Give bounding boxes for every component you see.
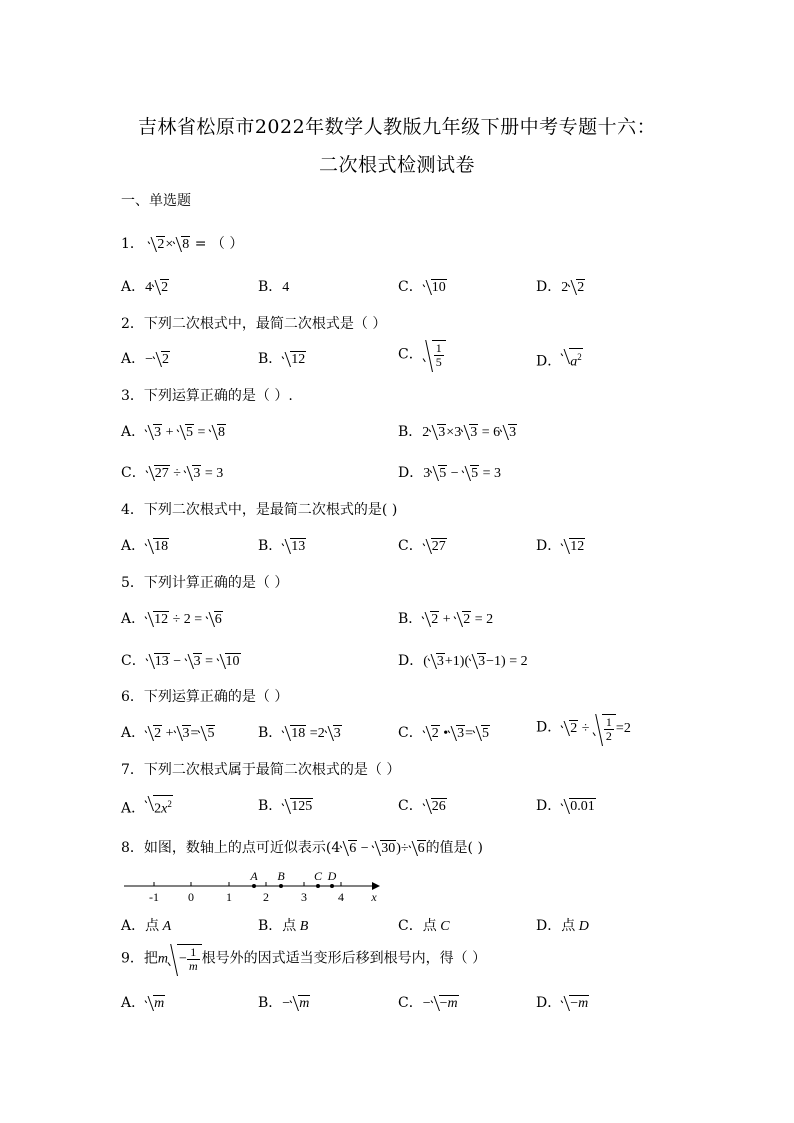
point-b	[279, 884, 283, 888]
point-c	[316, 884, 320, 888]
question-3: 3．下列运算正确的是（ ）.	[121, 388, 293, 404]
q5-option-c: C． 13 − 3 = 10	[121, 653, 240, 669]
q4-option-b: B． 13	[258, 538, 306, 554]
title-line-1: 吉林省松原市2022年数学人教版九年级下册中考专题十六：	[137, 116, 657, 138]
q3-option-a: A． 3 + 5 = 8	[121, 424, 225, 440]
q6-option-b: B． 18 =2 3	[258, 725, 341, 741]
q5-option-d: D．( 3+1)( 3−1) = 2	[398, 653, 528, 669]
question-1: 1． 2× 8 = （ ）	[121, 236, 244, 252]
title-line-2: 二次根式检测试卷	[318, 154, 475, 176]
q7-option-c: C． 26	[398, 798, 446, 814]
q7-option-a: A． $2x^2$	[121, 795, 173, 818]
q9-option-a: A． m	[121, 995, 165, 1011]
q7-option-b: B． 125	[258, 798, 313, 814]
q3-option-c: C． 27 ÷ 3 = 3	[121, 465, 224, 481]
point-label: C	[313, 869, 323, 883]
q5-option-b: B． 2 + 2 = 2	[398, 611, 494, 627]
tick-label: 1	[226, 890, 232, 904]
q4-option-d: D． 12	[536, 538, 585, 554]
point-label: D	[327, 869, 337, 883]
number-line	[120, 868, 385, 908]
q8-option-c: C．点 C	[398, 918, 450, 934]
question-6: 6．下列运算正确的是（ ）	[121, 689, 289, 705]
q2-option-c: C． $\frac{1}{5}$	[398, 340, 446, 369]
q1-option-d: D．2 2	[536, 279, 585, 295]
q4-option-a: A． 18	[121, 538, 169, 554]
q9-option-d: D． −m	[536, 995, 589, 1011]
axis-label: x	[371, 890, 377, 904]
question-8: 8．如图，数轴上的点可近似表示(4 6 − 30)÷ 6的值是( )	[121, 840, 483, 856]
tick-label: -1	[149, 890, 159, 904]
question-7: 7．下列二次根式属于最简二次根式的是（ ）	[121, 762, 401, 778]
point-d	[330, 884, 334, 888]
q7-option-d: D． 0.01	[536, 798, 595, 814]
q6-option-d: D． 2 ÷ $\frac{1}{2}$ =2	[536, 715, 631, 743]
q8-option-b: B．点 B	[258, 918, 309, 934]
q8-option-d: D．点 D	[536, 918, 589, 934]
q3-option-b: B．2 3×3 3 = 6 3	[398, 424, 517, 440]
point-label: B	[277, 869, 285, 883]
q6-option-c: C． 2 • 3= 5	[398, 725, 490, 741]
question-2: 2．下列二次根式中，最简二次根式是（ ）	[121, 316, 387, 332]
q2-option-d: D． $a^2$	[536, 348, 583, 371]
q2-option-b: B． 12	[258, 351, 306, 367]
axis-arrow	[372, 882, 380, 890]
tick-label: 0	[188, 890, 194, 904]
q6-option-a: A． 2 + 3= 5	[121, 725, 215, 741]
q5-option-a: A． 12 ÷ 2 = 6	[121, 611, 222, 627]
q4-option-c: C． 27	[398, 538, 446, 554]
q1-option-a: A．4 2	[121, 279, 169, 295]
tick-label: 3	[301, 890, 307, 904]
point-a	[252, 884, 256, 888]
question-text: = （ ）	[194, 236, 244, 252]
q2-option-a: A．− 2	[121, 351, 170, 367]
question-4: 4．下列二次根式中，是最简二次根式的是( )	[121, 502, 398, 518]
question-number: 1．	[121, 236, 144, 252]
tick-label: 2	[263, 890, 269, 904]
question-5: 5．下列计算正确的是（ ）	[121, 575, 289, 591]
q8-option-a: A．点 A	[121, 918, 172, 934]
tick-label: 4	[338, 890, 344, 904]
section-heading: 一、单选题	[121, 193, 191, 209]
q9-option-c: C．− −m	[398, 995, 458, 1011]
point-label: A	[250, 869, 258, 883]
q1-option-c: C． 10	[398, 279, 446, 295]
question-9: 9．把m − $\frac{1}{m}$ 根号外的因式适当变形后移到根号内，得（ ）	[121, 945, 487, 973]
q3-option-d: D．3 5 − 5 = 3	[398, 465, 502, 481]
q1-option-b: B．4	[258, 279, 290, 295]
q9-option-b: B．− m	[258, 995, 310, 1011]
